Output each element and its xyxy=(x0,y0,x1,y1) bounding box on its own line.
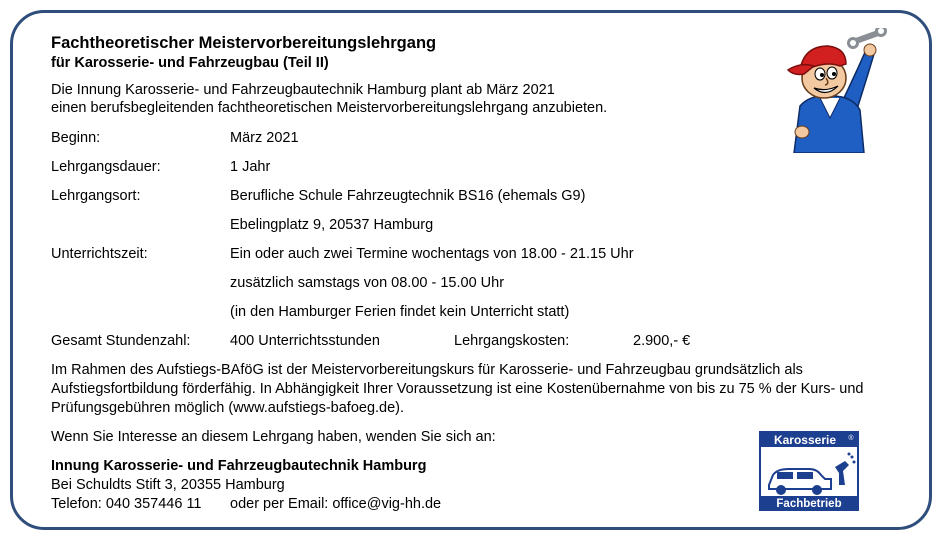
duration-value: 1 Jahr xyxy=(230,159,271,175)
funding-line-1: Im Rahmen des Aufstiegs-BAföG ist der Meistervorbereitungskurs für Karosserie- und Fahrzeugbau grundsätzlich als xyxy=(51,362,803,378)
start-label: Beginn: xyxy=(51,130,101,146)
karosserie-fachbetrieb-logo xyxy=(759,431,859,511)
location-line-2: Ebelingplatz 9, 20537 Hamburg xyxy=(230,217,434,233)
intro-line-2: einen berufsbegleitenden fachtheoretischen Meistervorbereitungslehrgang anzubieten. xyxy=(51,100,608,116)
logo-registered-mark: ® xyxy=(848,435,854,442)
time-label: Unterrichtszeit: xyxy=(51,246,148,262)
funding-line-3: Prüfungsgebühren möglich (www.aufstiegs-bafoeg.de). xyxy=(51,400,405,416)
cost-value: 2.900,- € xyxy=(633,333,691,349)
duration-label: Lehrgangsdauer: xyxy=(51,159,161,175)
contact-intro: Wenn Sie Interesse an diesem Lehrgang haben, wenden Sie sich an: xyxy=(51,429,496,445)
cost-label: Lehrgangskosten: xyxy=(454,333,570,349)
time-line-1: Ein oder auch zwei Termine wochentags von 18.00 - 21.15 Uhr xyxy=(230,246,634,262)
mechanic-illustration xyxy=(780,28,890,153)
contact-org: Innung Karosserie- und Fahrzeugbautechnik Hamburg xyxy=(51,458,427,474)
time-line-2: zusätzlich samstags von 08.00 - 15.00 Uhr xyxy=(230,275,505,291)
start-value: März 2021 xyxy=(230,130,299,146)
contact-email[interactable]: oder per Email: office@vig-hh.de xyxy=(230,496,442,512)
logo-bottom-text: Fachbetrieb xyxy=(776,498,842,510)
intro-line-1: Die Innung Karosserie- und Fahrzeugbautechnik Hamburg plant ab März 2021 xyxy=(51,82,555,98)
funding-line-2: Aufstiegsfortbildung förderfähig. In Abhängigkeit Ihrer Voraussetzung ist eine Kostenübernahme von bis zu 75 % der Kurs- und xyxy=(51,381,864,397)
page-title: Fachtheoretischer Meistervorbereitungslehrgang xyxy=(51,34,437,52)
location-label: Lehrgangsort: xyxy=(51,188,141,204)
logo-top-text: Karosserie xyxy=(773,433,837,447)
hours-label: Gesamt Stundenzahl: xyxy=(51,333,191,349)
time-line-3: (in den Hamburger Ferien findet kein Unterricht statt) xyxy=(230,304,570,320)
hours-value: 400 Unterrichtsstunden xyxy=(230,333,380,349)
contact-address: Bei Schuldts Stift 3, 20355 Hamburg xyxy=(51,477,285,493)
page-subtitle: für Karosserie- und Fahrzeugbau (Teil II) xyxy=(51,55,329,71)
contact-phone: Telefon: 040 357446 11 xyxy=(51,496,202,512)
location-line-1: Berufliche Schule Fahrzeugtechnik BS16 (ehemals G9) xyxy=(230,188,586,204)
